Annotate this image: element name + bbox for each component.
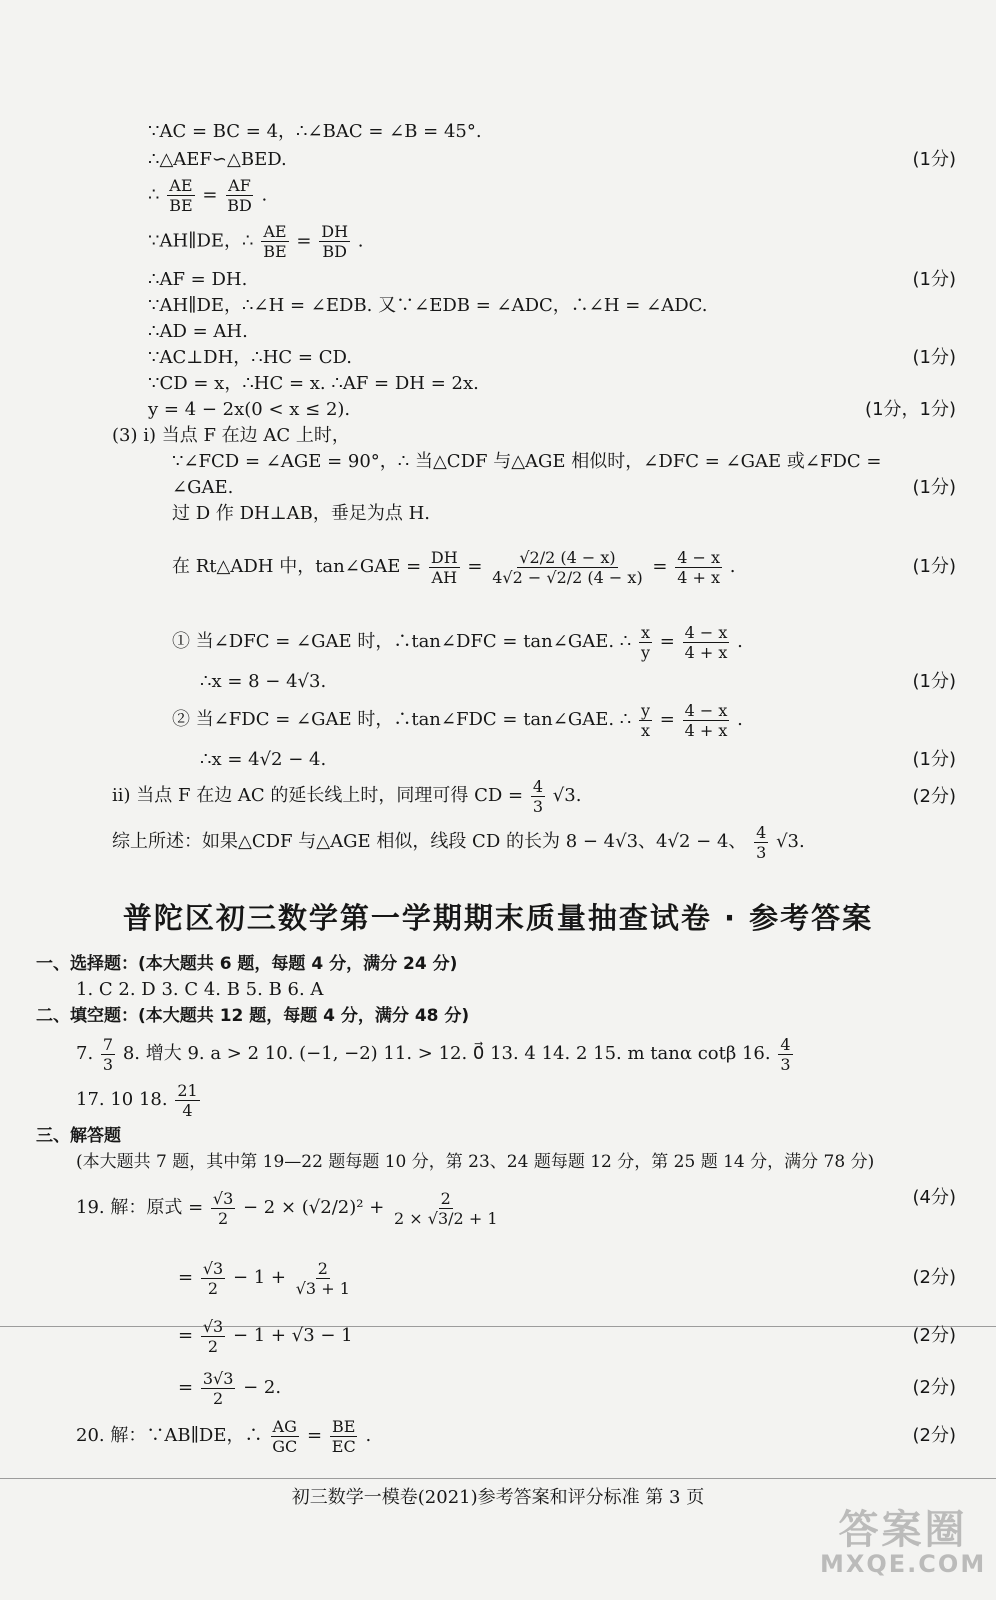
proof-line: ∵CD = x，∴HC = x. ∴AF = DH = 2x. — [148, 373, 479, 394]
numerator: DH — [321, 222, 349, 241]
denominator: 2 — [207, 1336, 219, 1356]
numerator: 21 — [177, 1080, 198, 1100]
denominator: x — [641, 720, 651, 740]
numerator: 7 — [102, 1034, 114, 1054]
denominator: 4 + x — [684, 642, 728, 662]
text-segment: ② 当∠FDC = ∠GAE 时，∴tan∠FDC = tan∠GAE. ∴ — [172, 709, 632, 730]
fraction — [201, 1259, 225, 1298]
denominator: GC — [272, 1436, 298, 1456]
score-mark: (2分) — [912, 1325, 956, 1346]
proof-line: ∵AC = BC = 4，∴∠BAC = ∠B = 45°. — [148, 121, 482, 142]
fraction — [675, 548, 722, 587]
section-heading: 二、填空题：(本大题共 12 题，每题 4 分，满分 48 分) — [36, 1006, 470, 1026]
text-segment: 8. 增大 9. a > 2 10. (−1, −2) 11. > 12. 0⃗ 13. 4 14. 2 15. m tanα cotβ 16. — [122, 1043, 771, 1064]
fraction — [175, 1081, 199, 1120]
text-segment: ∵AH∥DE，∴ — [148, 230, 254, 252]
denominator: 2 — [217, 1208, 229, 1228]
text-segment: 17. 10 18. — [76, 1089, 168, 1110]
denominator: 3 — [756, 842, 767, 862]
text-segment: 7. — [76, 1043, 94, 1064]
proof-line: ∴x = 8 − 4√3. — [200, 671, 327, 692]
divider — [0, 1478, 996, 1479]
proof-line: ∴x = 4√2 − 4. — [200, 749, 327, 770]
denominator: 3 — [780, 1054, 791, 1074]
text-segment: 20. 解：∵AB∥DE，∴ — [76, 1425, 263, 1446]
score-mark: (2分) — [912, 786, 956, 807]
text-segment: 在 Rt△ADH 中，tan∠GAE = — [172, 556, 422, 577]
denominator: √3 + 1 — [295, 1278, 350, 1298]
text-segment: . — [357, 230, 364, 252]
solution-line — [178, 1366, 281, 1410]
denominator: BD — [227, 196, 252, 215]
proof-line — [172, 622, 743, 662]
numerator: 4 — [756, 822, 767, 842]
fraction — [531, 777, 545, 816]
answer-list: 1. C 2. D 3. C 4. B 5. B 6. A — [76, 979, 324, 1000]
page-title: 普陀区初三数学第一学期期末质量抽查试卷 · 参考答案 — [122, 901, 874, 935]
numerator: 2 — [317, 1258, 328, 1278]
fraction — [330, 1417, 358, 1456]
text-segment: = — [178, 1267, 194, 1288]
fold-line — [0, 1326, 996, 1327]
numerator: y — [641, 700, 651, 720]
section-heading: 一、选择题：(本大题共 6 题，每题 4 分，满分 24 分) — [36, 954, 458, 974]
text-segment: = — [652, 556, 668, 577]
page-footer: 初三数学一模卷(2021)参考答案和评分标准 第 3 页 — [291, 1487, 705, 1508]
answer-list — [76, 1080, 202, 1120]
numerator: 4 — [532, 776, 544, 796]
denominator: BD — [322, 242, 347, 261]
score-mark: (1分) — [912, 149, 956, 170]
solution-line — [76, 1414, 371, 1458]
numerator: 3√3 — [202, 1368, 234, 1388]
proof-line: ∴AD = AH. — [148, 321, 248, 342]
text-segment: = — [178, 1325, 194, 1346]
numerator: BE — [332, 1416, 356, 1436]
answer-list — [76, 1034, 795, 1074]
proof-line — [172, 700, 743, 740]
text-segment: − 2. — [243, 1377, 282, 1398]
numerator: AE — [169, 176, 193, 195]
section-heading: 三、解答题 — [36, 1126, 121, 1146]
text-segment: ① 当∠DFC = ∠GAE 时，∴tan∠DFC = tan∠GAE. ∴ — [172, 631, 632, 652]
fraction — [319, 222, 350, 261]
score-mark: (1分) — [912, 269, 956, 290]
score-mark: (2分) — [912, 1267, 956, 1288]
text-segment: 综上所述：如果△CDF 与△AGE 相似，线段 CD 的长为 8 − 4√3、4√2 − 4、 — [112, 831, 747, 852]
watermark-logo — [820, 1498, 988, 1590]
text-segment: = — [659, 709, 675, 730]
denominator: 2 — [213, 1388, 224, 1408]
fraction — [101, 1035, 115, 1074]
numerator: AF — [228, 176, 251, 195]
proof-line — [112, 822, 805, 862]
text-segment: − 1 + — [232, 1267, 286, 1288]
proof-line: ∴△AEF∽△BED. — [148, 149, 287, 170]
text-segment: − 1 + √3 − 1 — [232, 1325, 353, 1346]
numerator: 4 − x — [684, 700, 728, 720]
section-subheading: (本大题共 7 题，其中第 19—22 题每题 10 分，第 23、24 题每题 12 分，第 25 题 14 分，满分 78 分) — [76, 1152, 875, 1172]
numerator: AE — [263, 222, 287, 241]
text-segment: ∴ — [148, 184, 160, 206]
fraction — [754, 823, 768, 862]
proof-line — [148, 176, 267, 215]
fraction — [490, 548, 644, 587]
numerator: 4 — [780, 1034, 791, 1054]
fraction — [294, 1259, 352, 1298]
watermark-url: MXQE.COM — [820, 1550, 987, 1578]
denominator: EC — [331, 1436, 356, 1456]
fraction — [392, 1189, 499, 1228]
denominator: AH — [431, 567, 458, 587]
numerator: √3 — [202, 1258, 224, 1278]
text-segment: . — [737, 631, 743, 652]
denominator: 4√2 − √2/2 (4 − x) — [492, 567, 643, 587]
numerator: 2 — [440, 1188, 451, 1208]
text-segment: − 2 × (√2/2)² + — [243, 1197, 385, 1218]
proof-line — [112, 776, 581, 816]
solution-line — [76, 1180, 502, 1236]
fraction — [167, 176, 194, 215]
score-mark: (2分) — [912, 1425, 956, 1446]
text-segment: √3. — [552, 785, 582, 806]
proof-line: ∵AH∥DE，∴∠H = ∠EDB. 又∵∠EDB = ∠ADC，∴∠H = ∠ADC. — [148, 295, 708, 316]
numerator: 4 − x — [677, 547, 721, 567]
score-mark: (1分) — [912, 477, 956, 498]
score-mark: (1分) — [912, 556, 956, 577]
fraction — [261, 222, 288, 261]
fraction — [211, 1189, 235, 1228]
score-mark: (1分，1分) — [865, 399, 956, 420]
denominator: 4 + x — [677, 567, 721, 587]
denominator: 3 — [102, 1054, 114, 1074]
proof-line: (3) i) 当点 F 在边 AC 上时， — [112, 425, 350, 446]
denominator: 2 — [207, 1278, 219, 1298]
score-mark: (1分) — [912, 347, 956, 368]
numerator: 4 − x — [684, 622, 728, 642]
solution-line — [178, 1256, 354, 1300]
fraction — [270, 1417, 299, 1456]
numerator: AG — [272, 1416, 297, 1436]
denominator: BE — [263, 242, 287, 261]
fraction — [639, 701, 652, 740]
fraction — [683, 701, 730, 740]
text-segment: . — [737, 709, 743, 730]
denominator: 2 × √3/2 + 1 — [394, 1208, 498, 1228]
denominator: 4 — [182, 1100, 193, 1120]
text-segment: = — [306, 1425, 323, 1446]
denominator: 4 + x — [684, 720, 728, 740]
proof-line: ∵∠FCD = ∠AGE = 90°，∴ 当△CDF 与△AGE 相似时，∠DFC = ∠GAE 或∠FDC = — [172, 451, 882, 472]
text-segment: = — [467, 556, 483, 577]
proof-line: ∵AC⊥DH，∴HC = CD. — [148, 347, 353, 368]
text-segment: √3. — [776, 831, 805, 852]
denominator: 3 — [532, 796, 544, 816]
score-mark: (2分) — [912, 1377, 956, 1398]
proof-line: 过 D 作 DH⊥AB，垂足为点 H. — [172, 503, 431, 524]
text-segment: . — [365, 1425, 372, 1446]
numerator: x — [641, 622, 651, 642]
fraction — [225, 176, 254, 215]
score-mark: (4分) — [912, 1187, 956, 1208]
numerator: DH — [430, 547, 458, 567]
numerator: √2/2 (4 − x) — [519, 547, 616, 567]
fraction — [778, 1035, 792, 1074]
numerator: √3 — [202, 1316, 224, 1336]
fraction — [683, 623, 730, 662]
proof-line: ∴AF = DH. — [148, 269, 248, 290]
proof-line: ∠GAE. — [172, 477, 234, 498]
watermark-text: 答案圈 — [838, 1507, 968, 1553]
text-segment: = — [178, 1377, 194, 1398]
denominator: BE — [169, 196, 193, 215]
text-segment: 19. 解：原式 = — [76, 1197, 204, 1218]
fraction — [201, 1369, 236, 1408]
numerator: √3 — [212, 1188, 234, 1208]
solution-line — [178, 1314, 353, 1358]
proof-line — [172, 540, 736, 594]
text-segment: ii) 当点 F 在边 AC 的延长线上时，同理可得 CD = — [112, 785, 524, 806]
text-segment: . — [261, 184, 268, 206]
denominator: y — [641, 642, 651, 662]
proof-line — [148, 222, 363, 261]
fraction — [639, 623, 652, 662]
text-segment: . — [729, 556, 736, 577]
text-segment: = — [659, 631, 675, 652]
proof-line: y = 4 − 2x(0 < x ≤ 2). — [148, 399, 351, 420]
fraction — [201, 1317, 225, 1356]
score-mark: (1分) — [912, 749, 956, 770]
fraction — [429, 548, 460, 587]
score-mark: (1分) — [912, 671, 956, 692]
text-segment: = — [296, 230, 312, 252]
text-segment: = — [202, 184, 218, 206]
